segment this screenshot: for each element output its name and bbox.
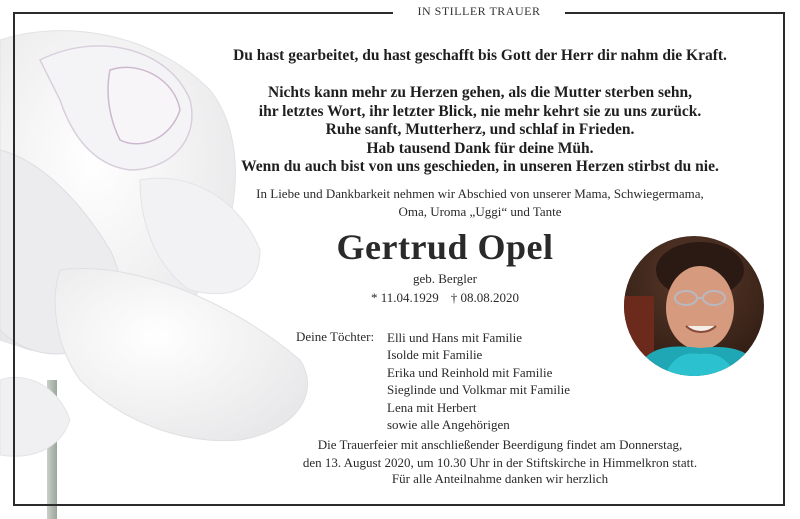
verse-line-6: Wenn du auch bist von uns geschieden, in unseren Herzen stirbst du nie. bbox=[241, 158, 719, 175]
list-item: Erika und Reinhold mit Familie bbox=[387, 364, 553, 380]
birth-date: * 11.04.1929 bbox=[370, 290, 439, 305]
verse-line-2: Nichts kann mehr zu Herzen gehen, als die Mutter sterben sehn, bbox=[268, 84, 692, 101]
farewell-line-2: Oma, Uroma „Uggi“ und Tante bbox=[398, 204, 562, 219]
family-label: Deine Töchter: bbox=[296, 329, 375, 344]
list-item: Isolde mit Familie bbox=[387, 347, 483, 363]
farewell-line-1: In Liebe und Dankbarkeit nehmen wir Abschied von unserer Mama, Schwiegermama, bbox=[256, 186, 704, 201]
ceremony-info bbox=[230, 436, 770, 472]
family-list bbox=[387, 329, 570, 433]
ceremony-line-2: den 13. August 2020, um 10.30 Uhr in der Stiftskirche in Himmelkron statt. bbox=[302, 455, 698, 470]
deceased-name: Gertrud Opel bbox=[336, 227, 554, 267]
verse-line-3: ihr letztes Wort, ihr letzter Blick, nie mehr kehrt sie zu uns zurück. bbox=[258, 102, 702, 120]
list-item: Lena mit Herbert bbox=[387, 399, 477, 415]
list-item: sowie alle Angehörigen bbox=[387, 417, 510, 433]
life-dates bbox=[300, 290, 590, 306]
ceremony-line-1: Die Trauerfeier mit anschließender Beerdigung findet am Donnerstag, bbox=[317, 437, 683, 452]
list-item: Elli und Hans mit Familie bbox=[387, 330, 523, 345]
portrait-photo bbox=[624, 236, 764, 376]
thanks-line: Für alle Anteilnahme danken wir herzlich bbox=[391, 471, 609, 486]
birth-name: geb. Bergler bbox=[412, 271, 478, 286]
verse-line-5: Hab tausend Dank für deine Müh. bbox=[366, 139, 594, 157]
header-label: IN STILLER TRAUER bbox=[417, 4, 541, 18]
verse-line-4: Ruhe sanft, Mutterherz, und schlaf in Frieden. bbox=[325, 121, 635, 138]
death-date: † 08.08.2020 bbox=[450, 290, 520, 305]
list-item: Sieglinde und Volkmar mit Familie bbox=[387, 382, 570, 398]
verse-line-1: Du hast gearbeitet, du hast geschafft bis Gott der Herr dir nahm die Kraft. bbox=[233, 47, 727, 64]
